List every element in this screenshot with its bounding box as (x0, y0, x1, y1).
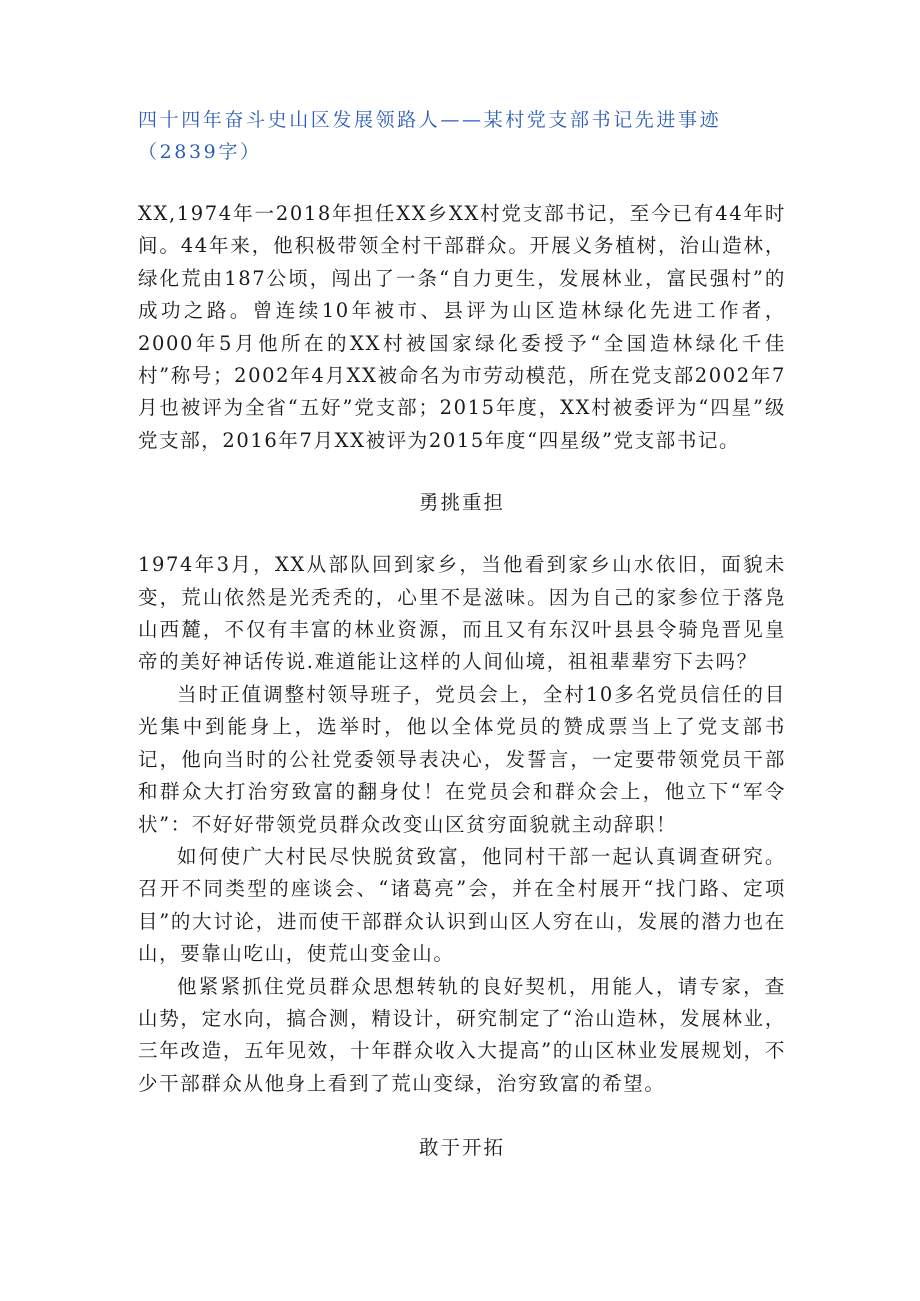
document-title: 四十四年奋斗史山区发展领路人——某村党支部书记先进事迹（2839字） (138, 109, 722, 163)
body-paragraph: 他紧紧抓住党员群众思想转轨的良好契机，用能人，请专家，查山势，定水向，搞合测，精设计，研究制定了“治山造林，发展林业，三年改造，五年见效，十年群众收入大提高”的山区林业发展规划，不少干部群众从他身上看到了荒山变绿，治穷致富的希望。 (138, 974, 786, 1095)
intro-paragraph: XX,1974年一2018年担任XX乡XX村党支部书记，至今已有44年时间。44年来，他积极带领全村干部群众。开展义务植树，治山造林，绿化荒由187公顷，闯出了一条“自力更生，发展林业，富民强村”的成功之路。曾连续10年被市、县评为山区造林绿化先进工作者，2000年5月他所在的XX村被国家绿化委授予“全国造林绿化千佳村”称号；2002年4月XX被命名为市劳动模范，所在党支部2002年7月也被评为全省“五好”党支部；2015年度，XX村被委评为“四星”级党支部，2016年7月XX被评为2015年度“四星级”党支部书记。 (138, 202, 786, 452)
body-paragraph: 当时正值调整村领导班子，党员会上，全村10多名党员信任的目光集中到能身上，选举时，他以全体党员的赞成票当上了党支部书记，他向当时的公社党委领导表决心，发誓言，一定要带领党员干部和群众大打治穷致富的翻身仗！在党员会和群众会上，他立下“军令状”：不好好带领党员群众改变山区贫穷面貌就主动辞职！ (138, 682, 786, 836)
section-heading-1: 勇挑重担 (418, 491, 505, 515)
body-paragraph: 如何使广大村民尽快脱贫致富，他同村干部一起认真调查研究。召开不同类型的座谈会、“诸葛亮”会，并在全村展开“找门路、定项目”的大讨论，进而使干部群众认识到山区人穷在山，发展的潜力也在山，要靠山吃山，使荒山变金山。 (138, 844, 786, 966)
body-paragraph: 1974年3月，XX从部队回到家乡，当他看到家乡山水依旧，面貌未变，荒山依然是光秃秃的，心里不是滋味。因为自己的家参位于落凫山西麓，不仅有丰富的林业资源，而且又有东汉叶县县令骑凫晋见皇帝的美好神话传说.难道能让这样的人间仙境，祖祖辈辈穷下去吗？ (138, 553, 786, 674)
section-heading-2: 敢于开拓 (418, 1136, 505, 1160)
